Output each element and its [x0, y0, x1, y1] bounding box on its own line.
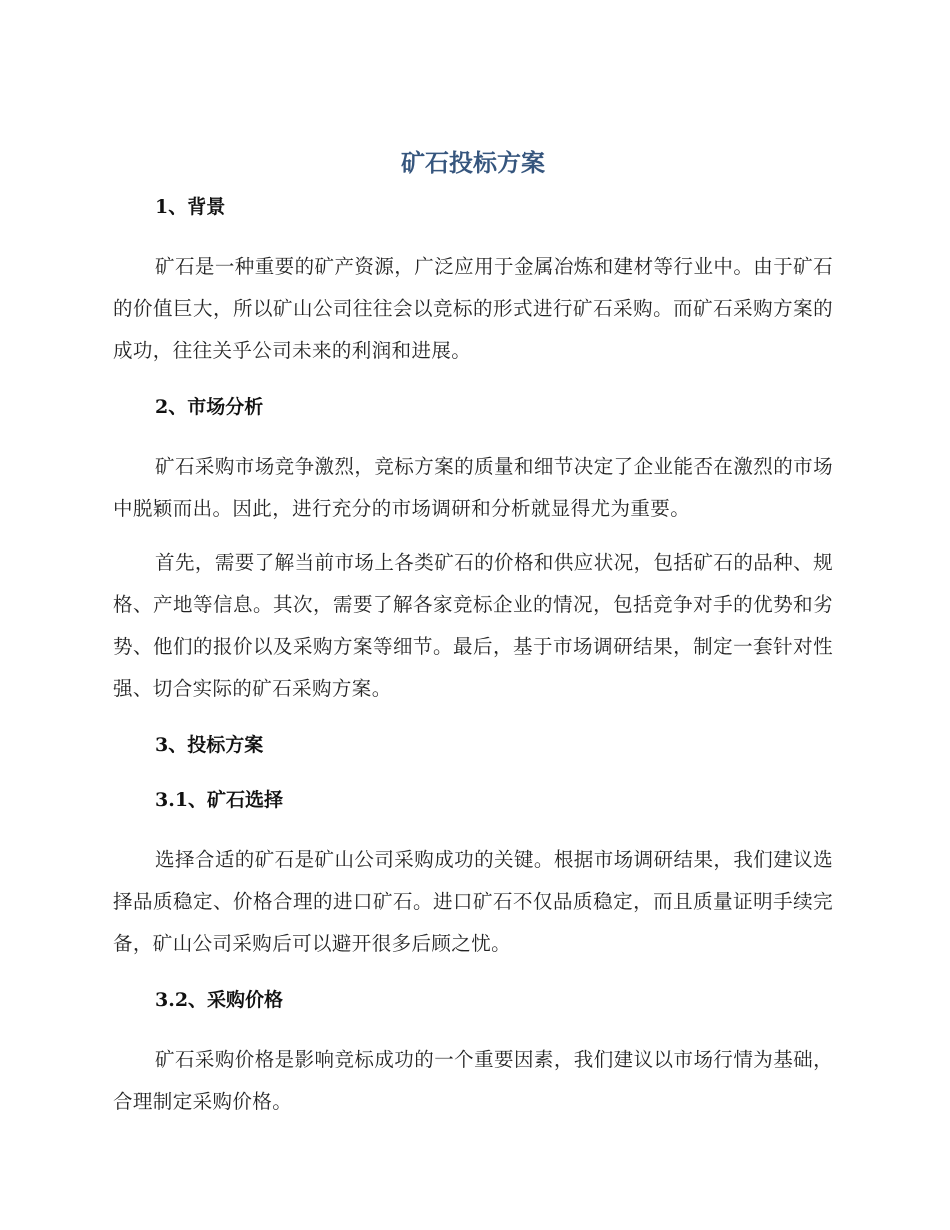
paragraph-purchase-price: 矿石采购价格是影响竞标成功的一个重要因素，我们建议以市场行情为基础，合理制定采购价格。 — [113, 1048, 833, 1113]
paragraph-market-analysis-1: 矿石采购市场竞争激烈，竞标方案的质量和细节决定了企业能否在激烈的市场中脱颖而出。因此，进行充分的市场调研和分析就显得尤为重要。 — [113, 455, 833, 520]
document-title: 矿石投标方案 — [401, 149, 545, 177]
section-heading-bid-plan: 3、投标方案 — [155, 734, 264, 756]
subsection-heading-ore-selection: 3.1、矿石选择 — [155, 789, 284, 811]
document-body — [113, 143, 833, 1123]
paragraph-market-analysis-2: 首先，需要了解当前市场上各类矿石的价格和供应状况，包括矿石的品种、规格、产地等信息。其次，需要了解各家竞标企业的情况，包括竞争对手的优势和劣势、他们的报价以及采购方案等细节。最后，基于市场调研结果，制定一套针对性强、切合实际的矿石采购方案。 — [113, 551, 833, 700]
paragraph-ore-selection: 选择合适的矿石是矿山公司采购成功的关键。根据市场调研结果，我们建议选择品质稳定、价格合理的进口矿石。进口矿石不仅品质稳定，而且质量证明手续完备，矿山公司采购后可以避开很多后顾之忧。 — [113, 848, 833, 955]
subsection-heading-purchase-price: 3.2、采购价格 — [155, 989, 284, 1011]
paragraph-background: 矿石是一种重要的矿产资源，广泛应用于金属冶炼和建材等行业中。由于矿石的价值巨大，所以矿山公司往往会以竞标的形式进行矿石采购。而矿石采购方案的成功，往往关乎公司未来的利润和进展。 — [113, 255, 833, 362]
section-heading-background: 1、背景 — [155, 196, 226, 218]
section-heading-market-analysis: 2、市场分析 — [155, 396, 264, 418]
